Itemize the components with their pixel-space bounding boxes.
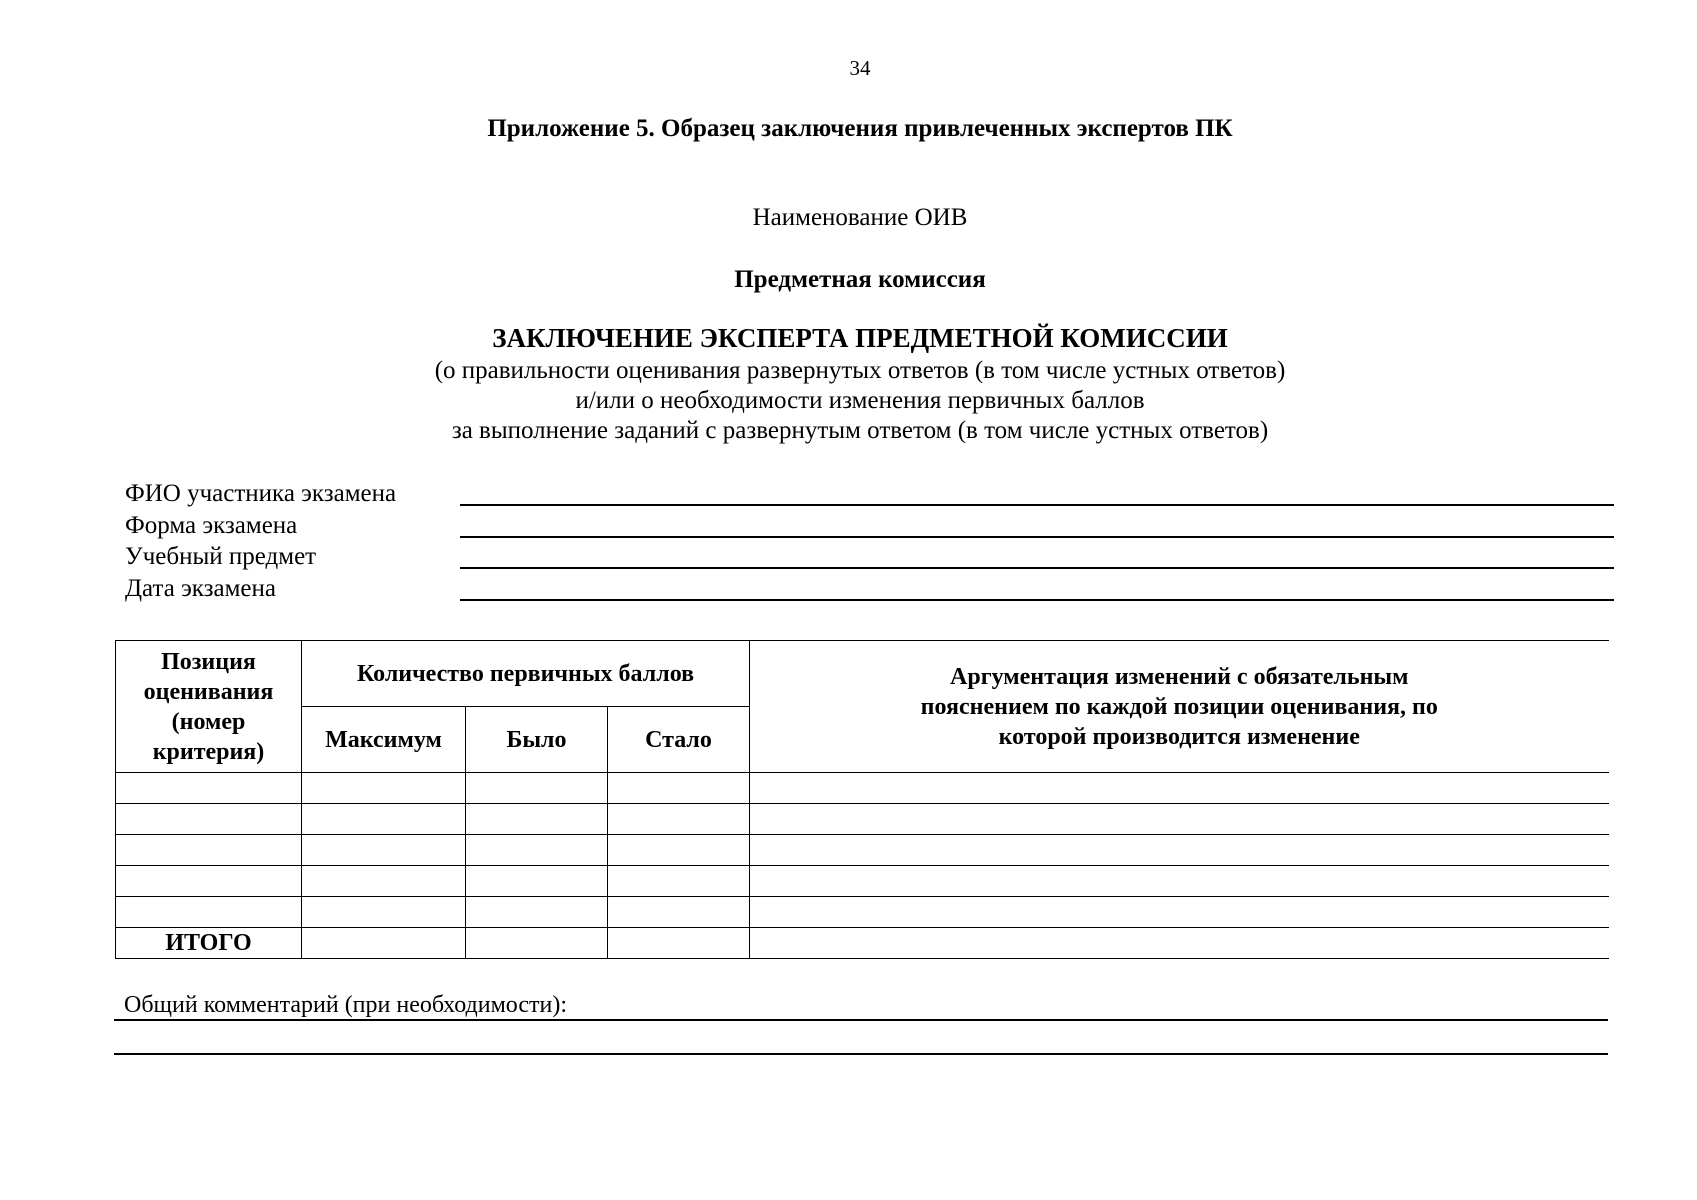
field-label-subject: Учебный предмет (125, 543, 317, 570)
cell-was[interactable] (466, 897, 608, 928)
cell-argument[interactable] (750, 773, 1609, 804)
cell-was[interactable] (466, 866, 608, 897)
comment-line-1[interactable] (114, 1019, 1608, 1021)
page-number: 34 (849, 56, 871, 80)
document-title: ЗАКЛЮЧЕНИЕ ЭКСПЕРТА ПРЕДМЕТНОЙ КОМИССИИ (492, 323, 1228, 353)
cell-became[interactable] (608, 804, 750, 835)
cell-became[interactable] (608, 897, 750, 928)
cell-total-was[interactable] (466, 928, 608, 959)
table-row (116, 773, 1609, 804)
cell-position[interactable] (116, 897, 302, 928)
header-was: Было (466, 707, 608, 773)
comment-line-2[interactable] (114, 1053, 1608, 1055)
cell-argument[interactable] (750, 835, 1609, 866)
document-subtitle-line: за выполнение заданий с развернутым ответом (в том числе устных ответов) (451, 417, 1269, 444)
cell-position[interactable] (116, 804, 302, 835)
field-label-exam-form: Форма экзамена (125, 512, 298, 539)
cell-total-became[interactable] (608, 928, 750, 959)
document-subtitle-line: и/или о необходимости изменения первичных баллов (575, 387, 1145, 414)
header-primary-points-label: Количество первичных баллов (356, 660, 695, 687)
cell-became[interactable] (608, 866, 750, 897)
cell-max[interactable] (302, 866, 466, 897)
table-row (116, 897, 1609, 928)
cell-became[interactable] (608, 835, 750, 866)
cell-total-argument[interactable] (750, 928, 1609, 959)
cell-argument[interactable] (750, 866, 1609, 897)
header-became: Стало (608, 707, 750, 773)
cell-argument[interactable] (750, 804, 1609, 835)
header-argumentation-label: Аргументация изменений с обязательным пояснением по каждой позиции оценивания, по которой производится изменение (920, 663, 1438, 750)
table-row (116, 866, 1609, 897)
document-subtitle-line: (о правильности оценивания развернутых ответов (в том числе устных ответов) (434, 357, 1286, 384)
commission-heading: Предметная комиссия (734, 266, 986, 293)
cell-was[interactable] (466, 835, 608, 866)
total-row (116, 928, 1609, 959)
comment-label: Общий комментарий (при необходимости): (124, 992, 568, 1018)
header-position-label: Позиция оценивания (номер критерия) (143, 648, 274, 765)
cell-position[interactable] (116, 835, 302, 866)
cell-became[interactable] (608, 773, 750, 804)
table-row (116, 804, 1609, 835)
field-participant-line[interactable] (460, 504, 1614, 506)
cell-max[interactable] (302, 804, 466, 835)
field-label-participant: ФИО участника экзамена (125, 480, 397, 507)
header-argumentation (750, 641, 1609, 773)
field-label-exam-date: Дата экзамена (125, 575, 276, 602)
cell-max[interactable] (302, 773, 466, 804)
cell-argument[interactable] (750, 897, 1609, 928)
field-exam-form-line[interactable] (460, 536, 1614, 538)
score-table (115, 640, 1609, 959)
header-max: Максимум (302, 707, 466, 773)
appendix-title: Приложение 5. Образец заключения привлеченных экспертов ПК (487, 115, 1233, 142)
cell-position[interactable] (116, 773, 302, 804)
cell-max[interactable] (302, 835, 466, 866)
cell-position[interactable] (116, 866, 302, 897)
total-label: ИТОГО (116, 928, 302, 959)
field-exam-date-line[interactable] (460, 599, 1614, 601)
header-position (116, 641, 302, 773)
header-primary-points (302, 641, 750, 707)
table-row (116, 835, 1609, 866)
cell-was[interactable] (466, 773, 608, 804)
field-subject-line[interactable] (460, 567, 1614, 569)
cell-was[interactable] (466, 804, 608, 835)
org-name: Наименование ОИВ (752, 204, 968, 231)
cell-total-max[interactable] (302, 928, 466, 959)
cell-max[interactable] (302, 897, 466, 928)
